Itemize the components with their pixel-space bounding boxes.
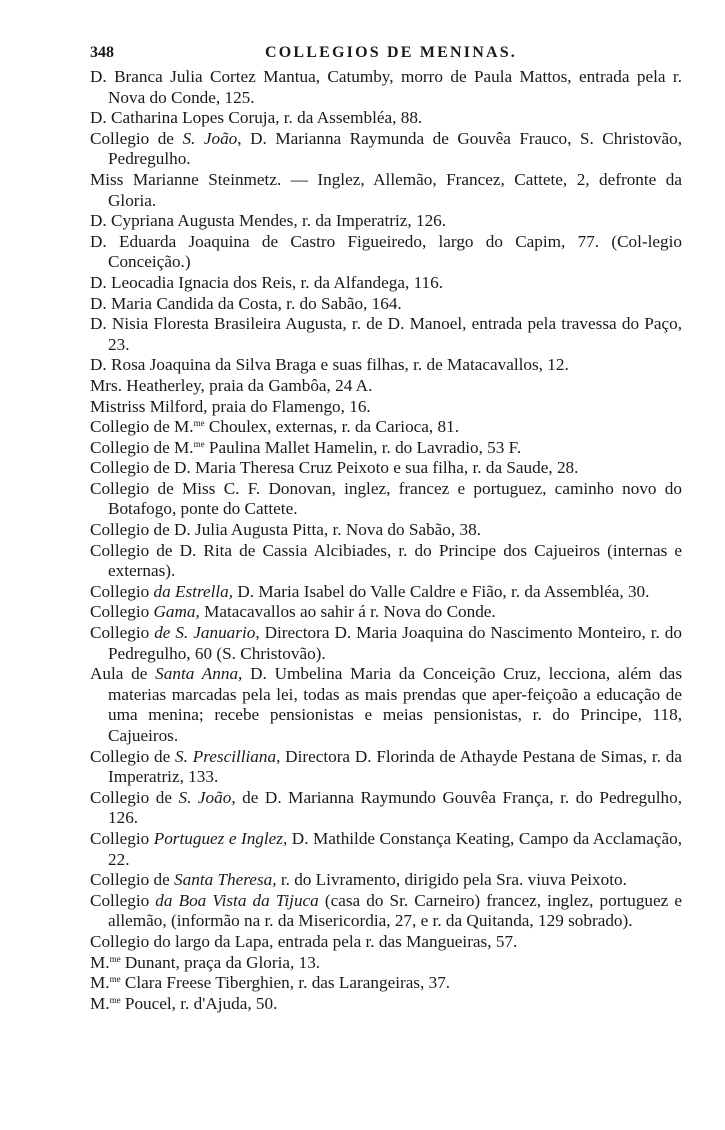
entry-text: Collegio de Miss C. F. Donovan, inglez, francez e portuguez, caminho novo do Botafogo, ponte do Cattete. xyxy=(90,478,682,519)
entry-text: Collegio de D. Maria Theresa Cruz Peixoto e sua filha, r. da Saude, 28. xyxy=(90,458,579,478)
entry-text: Collegio xyxy=(90,890,156,910)
entry-text: Collegio xyxy=(90,581,154,601)
entry-text: M. xyxy=(90,952,110,972)
entry-text: Mrs. Heatherley, praia da Gambôa, 24 A. xyxy=(90,375,373,395)
entry-text: Collegio xyxy=(90,828,154,848)
entry-text: , Directora D. Maria Joaquina do Nascimento Monteiro, r. do Pedregulho, 60 (S. Christovão). xyxy=(108,623,682,663)
entry-text: Collegio de xyxy=(90,787,179,807)
list-item xyxy=(90,479,682,520)
list-item xyxy=(90,582,682,603)
list-item xyxy=(90,211,682,232)
entry-text: Collegio de xyxy=(90,870,175,890)
entry-text: D. Eduarda Joaquina de Castro Figueiredo, largo do Capim, 77. (Col-legio Conceição.) xyxy=(90,231,682,272)
superscript: me xyxy=(109,953,121,964)
italic-name: S. João xyxy=(178,787,232,807)
page-title: COLLEGIOS DE MENINAS. xyxy=(264,44,518,61)
entry-text: Collegio de M. xyxy=(90,417,194,437)
superscript: me xyxy=(109,994,121,1005)
entry-text: , de D. Marianna Raymundo Gouvêa França, r. do Pedregulho, 126. xyxy=(108,787,682,828)
italic-name: S. João xyxy=(182,128,238,148)
list-item xyxy=(90,870,682,891)
list-item xyxy=(90,438,682,459)
italic-name: da Estrella, xyxy=(153,581,234,601)
entry-text: Collegio do largo da Lapa, entrada pela r. das Mangueiras, 57. xyxy=(90,931,518,951)
entry-list xyxy=(90,67,682,1014)
entry-text: D. Maria Candida da Costa, r. do Sabão, 164. xyxy=(90,293,402,313)
list-item xyxy=(90,953,682,974)
document-page xyxy=(90,44,682,1014)
entry-text: , D. Mathilde Constança Keating, Campo da Acclamação, 22. xyxy=(108,828,682,869)
list-item xyxy=(90,747,682,788)
italic-name: Portuguez e Inglez xyxy=(153,828,283,848)
entry-text: D. Cypriana Augusta Mendes, r. da Imperatriz, 126. xyxy=(90,211,447,231)
entry-text: Poucel, r. d'Ajuda, 50. xyxy=(120,993,278,1013)
entry-text: Choulex, externas, r. da Carioca, 81. xyxy=(204,417,460,437)
entry-text: Mistriss Milford, praia do Flamengo, 16. xyxy=(90,396,371,416)
italic-name: da Boa Vista da Tijuca xyxy=(155,890,319,910)
list-item xyxy=(90,232,682,273)
entry-text: M. xyxy=(90,973,110,993)
list-item xyxy=(90,932,682,953)
list-item xyxy=(90,170,682,211)
italic-name: Gama, xyxy=(153,602,200,622)
entry-text: D. Leocadia Ignacia dos Reis, r. da Alfandega, 116. xyxy=(90,272,444,292)
list-item xyxy=(90,891,682,932)
entry-text: D. Maria Isabel do Valle Caldre e Fião, r. da Assembléa, 30. xyxy=(233,581,650,601)
list-item xyxy=(90,273,682,294)
list-item xyxy=(90,397,682,418)
list-item xyxy=(90,314,682,355)
entry-text: Miss Marianne Steinmetz. — Inglez, Allemão, Francez, Cattete, 2, defronte da Gloria. xyxy=(90,169,682,210)
entry-text: Collegio de D. Julia Augusta Pitta, r. Nova do Sabão, 38. xyxy=(90,520,481,540)
italic-name: Santa Anna, xyxy=(155,664,243,684)
list-item xyxy=(90,294,682,315)
list-item xyxy=(90,520,682,541)
list-item xyxy=(90,623,682,664)
entry-text: Collegio de M. xyxy=(90,437,194,457)
entry-text: Collegio de xyxy=(90,128,183,148)
italic-name: de S. Januario xyxy=(154,623,256,643)
list-item xyxy=(90,541,682,582)
list-item xyxy=(90,664,682,746)
list-item xyxy=(90,376,682,397)
list-item xyxy=(90,129,682,170)
list-item xyxy=(90,108,682,129)
entry-text: Collegio de D. Rita de Cassia Alcibiades, r. do Principe dos Cajueiros (internas e externas). xyxy=(90,540,682,581)
list-item xyxy=(90,829,682,870)
list-item xyxy=(90,602,682,623)
list-item xyxy=(90,788,682,829)
list-item xyxy=(90,67,682,108)
entry-text: D. Rosa Joaquina da Silva Braga e suas filhas, r. de Matacavallos, 12. xyxy=(90,355,569,375)
list-item xyxy=(90,458,682,479)
entry-text: Collegio xyxy=(90,602,154,622)
entry-text: , Directora D. Florinda de Athayde Pestana de Simas, r. da Imperatriz, 133. xyxy=(108,746,682,787)
entry-text: r. do Livramento, dirigido pela Sra. viuva Peixoto. xyxy=(276,870,627,890)
entry-text: , D. Marianna Raymunda de Gouvêa Frauco, S. Christovão, Pedregulho. xyxy=(108,128,682,169)
list-item xyxy=(90,973,682,994)
entry-text: Collegio xyxy=(90,623,155,643)
entry-text: Clara Freese Tiberghien, r. das Larangeiras, 37. xyxy=(120,973,451,993)
page-number: 348 xyxy=(90,44,114,61)
entry-text: Collegio de xyxy=(90,746,176,766)
page-header xyxy=(90,44,682,66)
entry-text: D. Branca Julia Cortez Mantua, Catumby, morro de Paula Mattos, entrada pela r. Nova do Conde, 125. xyxy=(90,67,682,107)
italic-name: Santa Theresa, xyxy=(174,870,277,890)
list-item xyxy=(90,355,682,376)
entry-text: D. Umbelina Maria da Conceição Cruz, lecciona, além das materias marcadas pela lei, todas as mais prendas que aper-feiçoão a educação de uma menina; recebe pensionistas e meias pensionistas, r. do Principe, 118, Cajueiros. xyxy=(108,664,683,745)
entry-text: (casa do Sr. Carneiro) francez, inglez, portuguez e allemão, (informão na r. da Misericordia, 27, e r. da Quitanda, 129 sobrado). xyxy=(108,890,683,931)
italic-name: S. Prescilliana xyxy=(175,746,277,766)
list-item xyxy=(90,417,682,438)
superscript: me xyxy=(193,438,205,449)
superscript: me xyxy=(109,974,121,985)
entry-text: Aula de xyxy=(90,664,156,684)
entry-text: Dunant, praça da Gloria, 13. xyxy=(120,952,321,972)
entry-text: D. Nisia Floresta Brasileira Augusta, r. de D. Manoel, entrada pela travessa do Paço, 23. xyxy=(90,314,682,354)
superscript: me xyxy=(193,418,205,429)
entry-text: M. xyxy=(90,993,110,1013)
entry-text: Paulina Mallet Hamelin, r. do Lavradio, 53 F. xyxy=(204,437,522,457)
entry-text: D. Catharina Lopes Coruja, r. da Assembléa, 88. xyxy=(90,108,423,128)
entry-text: Matacavallos ao sahir á r. Nova do Conde. xyxy=(199,602,496,622)
list-item xyxy=(90,994,682,1015)
